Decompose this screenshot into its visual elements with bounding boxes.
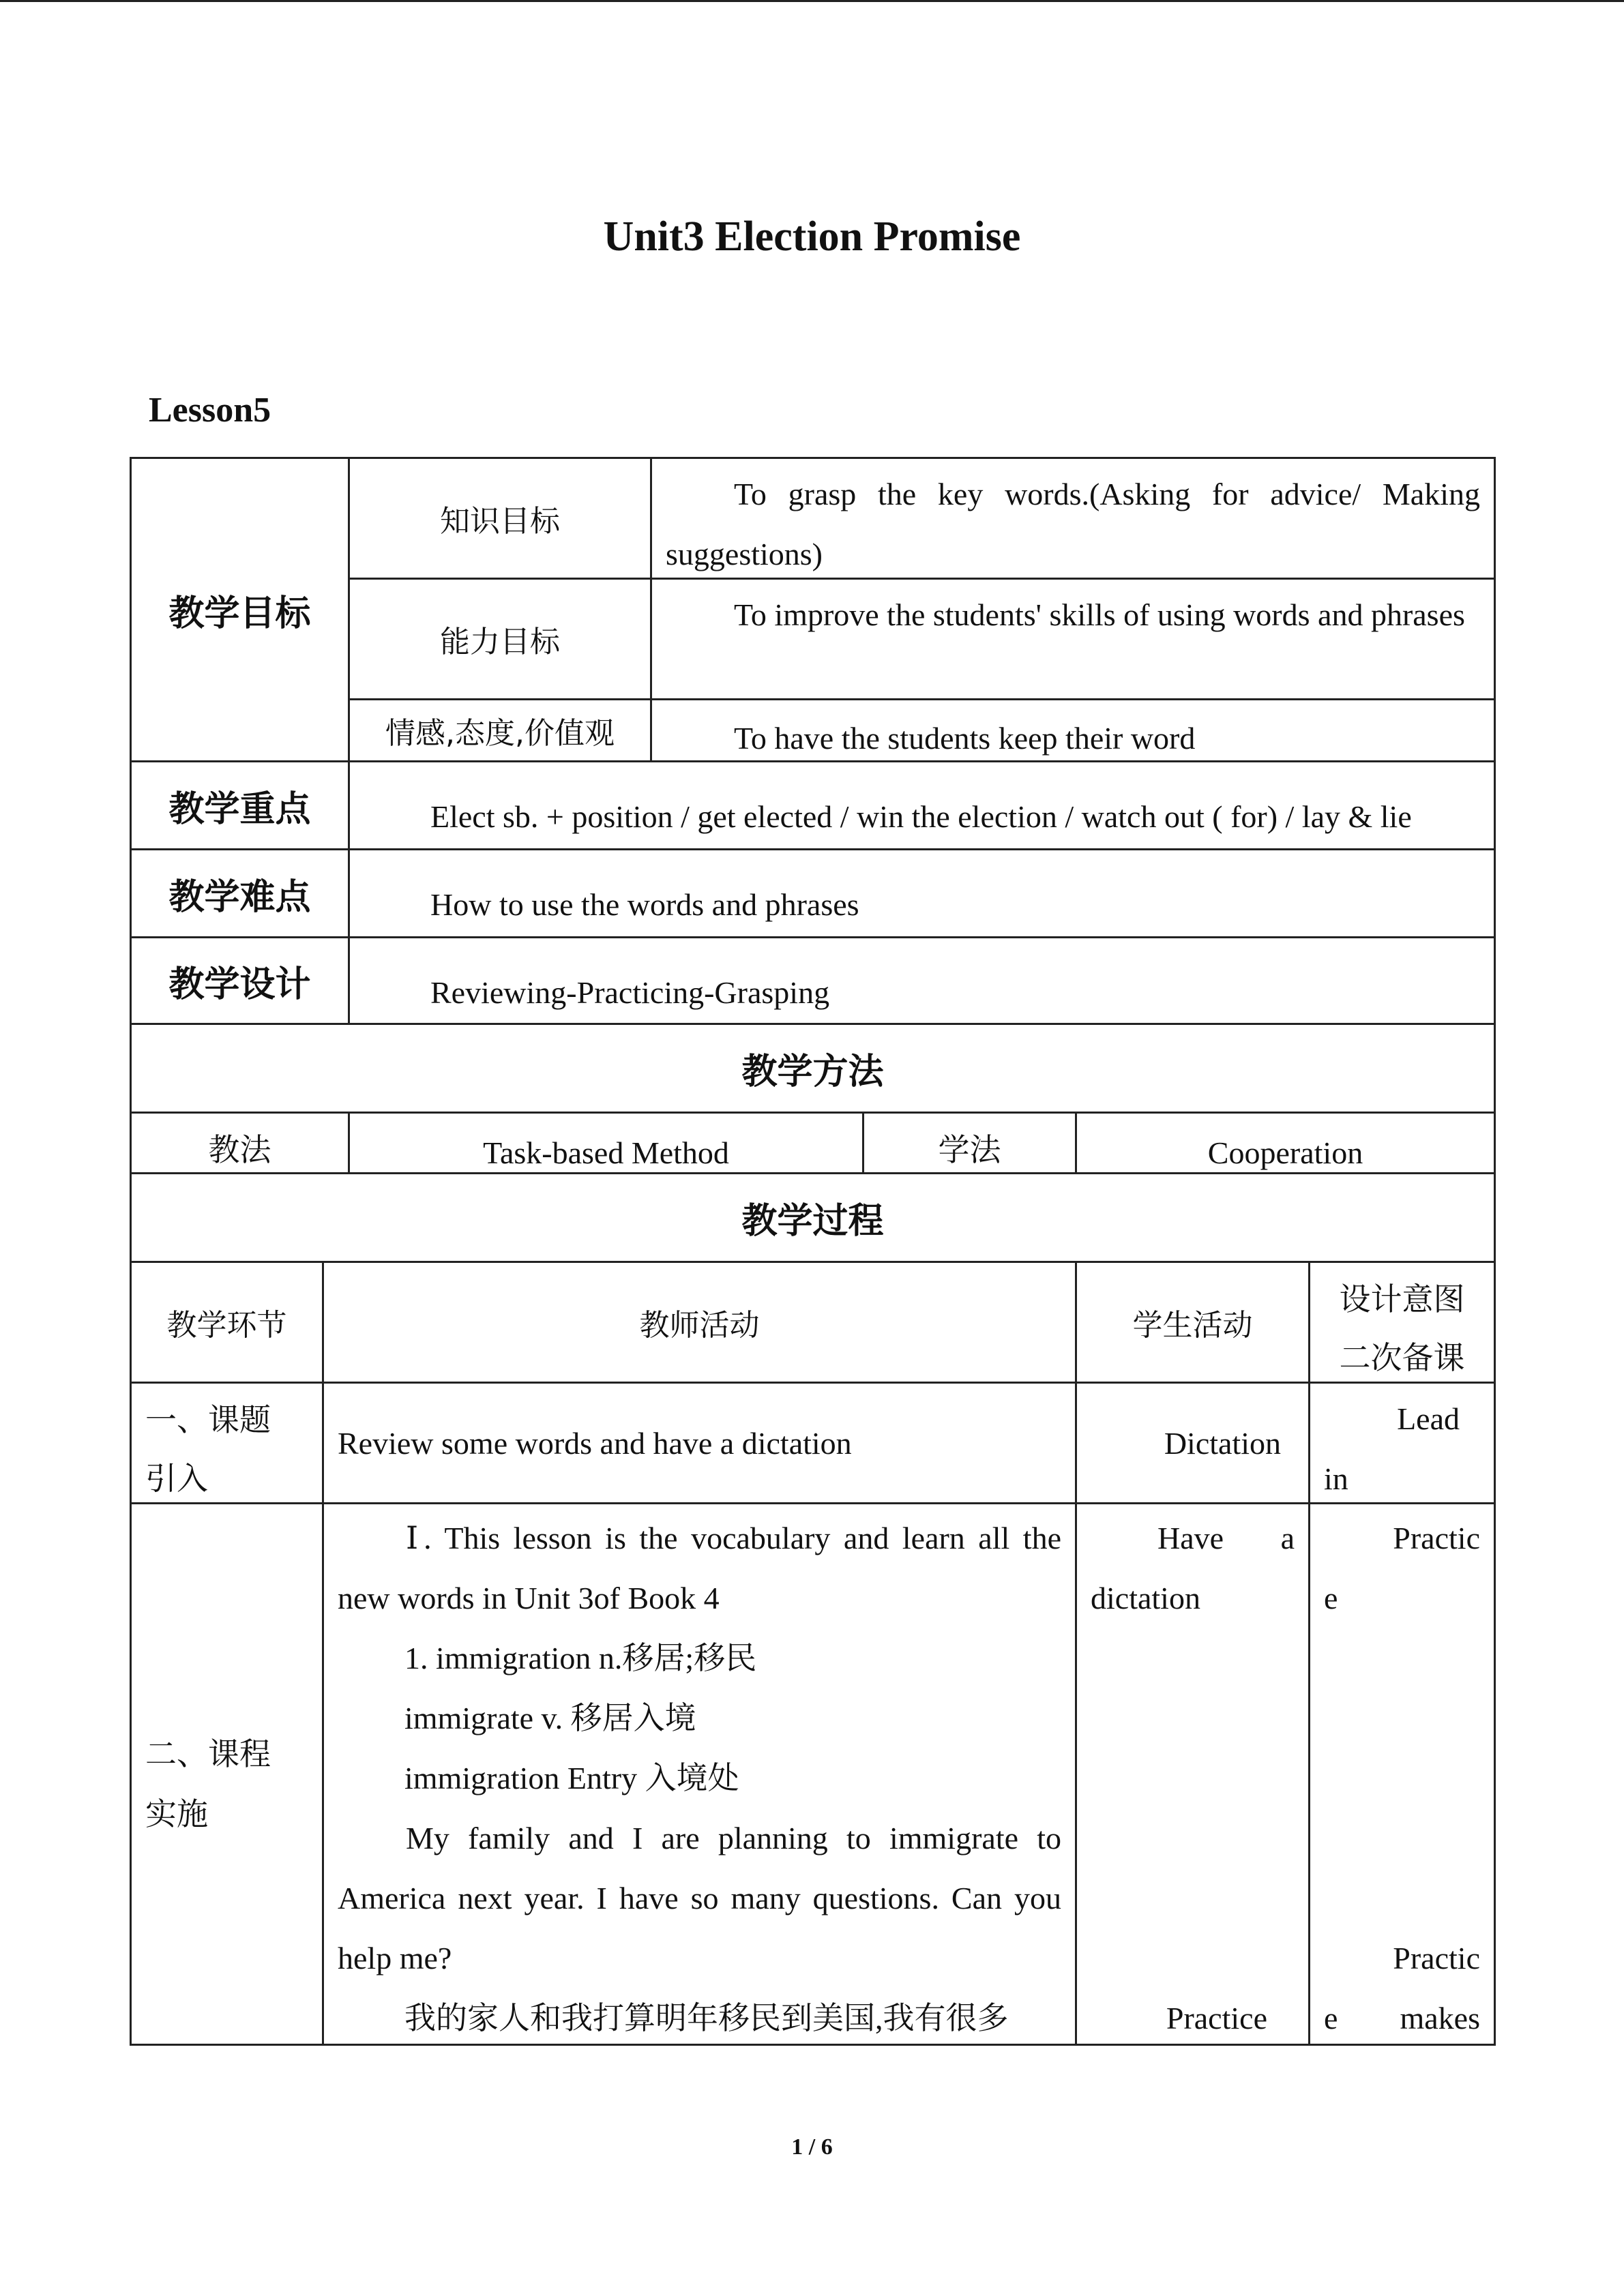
- objectives-label: 教学目标: [168, 593, 311, 634]
- teaching-method-value: Task-based Method: [483, 1135, 729, 1170]
- ability-text: To improve the students' skills of using words and phrases: [734, 597, 1465, 632]
- row2-student-2: dictation: [1091, 1581, 1200, 1615]
- col-student-cell: [1075, 1261, 1310, 1384]
- design-label-cell: [130, 936, 350, 1025]
- row1-stage-line2: 引入: [145, 1460, 208, 1497]
- difficulties-label-cell: [130, 848, 350, 938]
- objectives-label-cell: [130, 457, 350, 762]
- knowledge-label: 知识目标: [440, 504, 560, 539]
- col-intent-line2: 二次备课: [1339, 1339, 1465, 1376]
- row2-intent-4a: e: [1324, 2001, 1338, 2036]
- row2-para2: My family and I are planning to immigrate to America next year. I have so many questions. Can you help me?: [338, 1821, 1061, 1976]
- row1-teacher-text: Review some words and have a dictation: [338, 1426, 852, 1461]
- knowledge-text: To grasp the key words.(Asking for advice/ Making suggestions): [666, 477, 1480, 571]
- row1-teacher-cell: [322, 1382, 1077, 1504]
- col-intent-cell: [1308, 1261, 1496, 1384]
- row2-line3: immigration Entry 入境处: [404, 1761, 739, 1795]
- difficulties-text: How to use the words and phrases: [430, 887, 859, 922]
- key-points-text-cell: [348, 760, 1496, 850]
- col-intent-line1: 设计意图: [1339, 1281, 1465, 1317]
- row2-intent-cell: [1308, 1502, 1496, 2046]
- ability-label: 能力目标: [440, 625, 560, 659]
- learning-method-value-cell: [1075, 1112, 1496, 1174]
- difficulties-text-cell: [348, 848, 1496, 938]
- row2-intent-2: e: [1324, 1581, 1338, 1615]
- teaching-method-label-cell: [130, 1112, 350, 1174]
- learning-method-label: 学法: [938, 1131, 1001, 1168]
- teaching-method-label: 教法: [208, 1131, 271, 1168]
- row2-student-3: Practice: [1166, 2001, 1267, 2036]
- knowledge-text-cell: [650, 457, 1496, 580]
- page-number: 1 / 6: [791, 2134, 833, 2160]
- emotion-text: To have the students keep their word: [734, 721, 1196, 756]
- ability-label-cell: [348, 578, 652, 700]
- page-top-border: [0, 0, 1624, 2]
- row2-para1: Ⅰ. This lesson is the vocabulary and learn all the new words in Unit 3of Book 4: [338, 1521, 1061, 1615]
- methods-header-cell: [130, 1023, 1496, 1114]
- row2-intent-1: Practic: [1393, 1521, 1480, 1555]
- row1-intent-cell: [1308, 1382, 1496, 1504]
- design-label: 教学设计: [168, 964, 311, 1005]
- row1-stage-cell: [130, 1382, 324, 1504]
- row1-intent-line1: Lead: [1397, 1401, 1460, 1436]
- row2-stage-line1: 二、课程: [145, 1735, 271, 1772]
- design-text-cell: [348, 936, 1496, 1025]
- row1-stage-line1: 一、课题: [145, 1401, 271, 1438]
- emotion-label-cell: [348, 698, 652, 762]
- row2-line4: 我的家人和我打算明年移民到美国,我有很多: [404, 2001, 1009, 2036]
- row1-intent-line2: in: [1324, 1461, 1348, 1496]
- difficulties-label: 教学难点: [168, 876, 311, 918]
- key-points-text: Elect sb. + position / get elected / win the election / watch out ( for) / lay & lie: [430, 799, 1412, 834]
- lesson-heading: Lesson5: [149, 391, 271, 430]
- process-header: 教学过程: [741, 1201, 884, 1242]
- col-student: 学生活动: [1132, 1308, 1253, 1343]
- row1-student-text: Dictation: [1164, 1426, 1281, 1461]
- row1-student-cell: [1075, 1382, 1310, 1504]
- row2-stage-line2: 实施: [145, 1795, 208, 1832]
- row2-stage-cell: [130, 1502, 324, 2046]
- row2-student-1a: Have: [1157, 1521, 1224, 1555]
- row2-intent-4b: makes: [1400, 2001, 1480, 2036]
- col-stage: 教学环节: [166, 1308, 287, 1343]
- ability-text-cell: [650, 578, 1496, 700]
- row2-student-1b: a: [1280, 1521, 1295, 1555]
- row2-intent-3: Practic: [1393, 1941, 1480, 1976]
- teaching-method-value-cell: [348, 1112, 864, 1174]
- key-points-label-cell: [130, 760, 350, 850]
- process-header-cell: [130, 1172, 1496, 1263]
- design-text: Reviewing-Practicing-Grasping: [430, 975, 830, 1010]
- row2-teacher-cell: [322, 1502, 1077, 2046]
- document-title: Unit3 Election Promise: [603, 213, 1021, 260]
- knowledge-label-cell: [348, 457, 652, 580]
- learning-method-value: Cooperation: [1207, 1135, 1363, 1170]
- emotion-text-cell: [650, 698, 1496, 762]
- methods-header: 教学方法: [741, 1052, 884, 1092]
- col-stage-cell: [130, 1261, 324, 1384]
- col-teacher: 教师活动: [639, 1308, 760, 1343]
- learning-method-label-cell: [862, 1112, 1077, 1174]
- row2-line1: 1. immigration n.移居;移民: [404, 1641, 757, 1675]
- row2-student-cell: [1075, 1502, 1310, 2046]
- row2-line2: immigrate v. 移居入境: [404, 1701, 696, 1735]
- col-teacher-cell: [322, 1261, 1077, 1384]
- emotion-label: 情感,态度,价值观: [385, 716, 615, 751]
- key-points-label: 教学重点: [168, 788, 311, 830]
